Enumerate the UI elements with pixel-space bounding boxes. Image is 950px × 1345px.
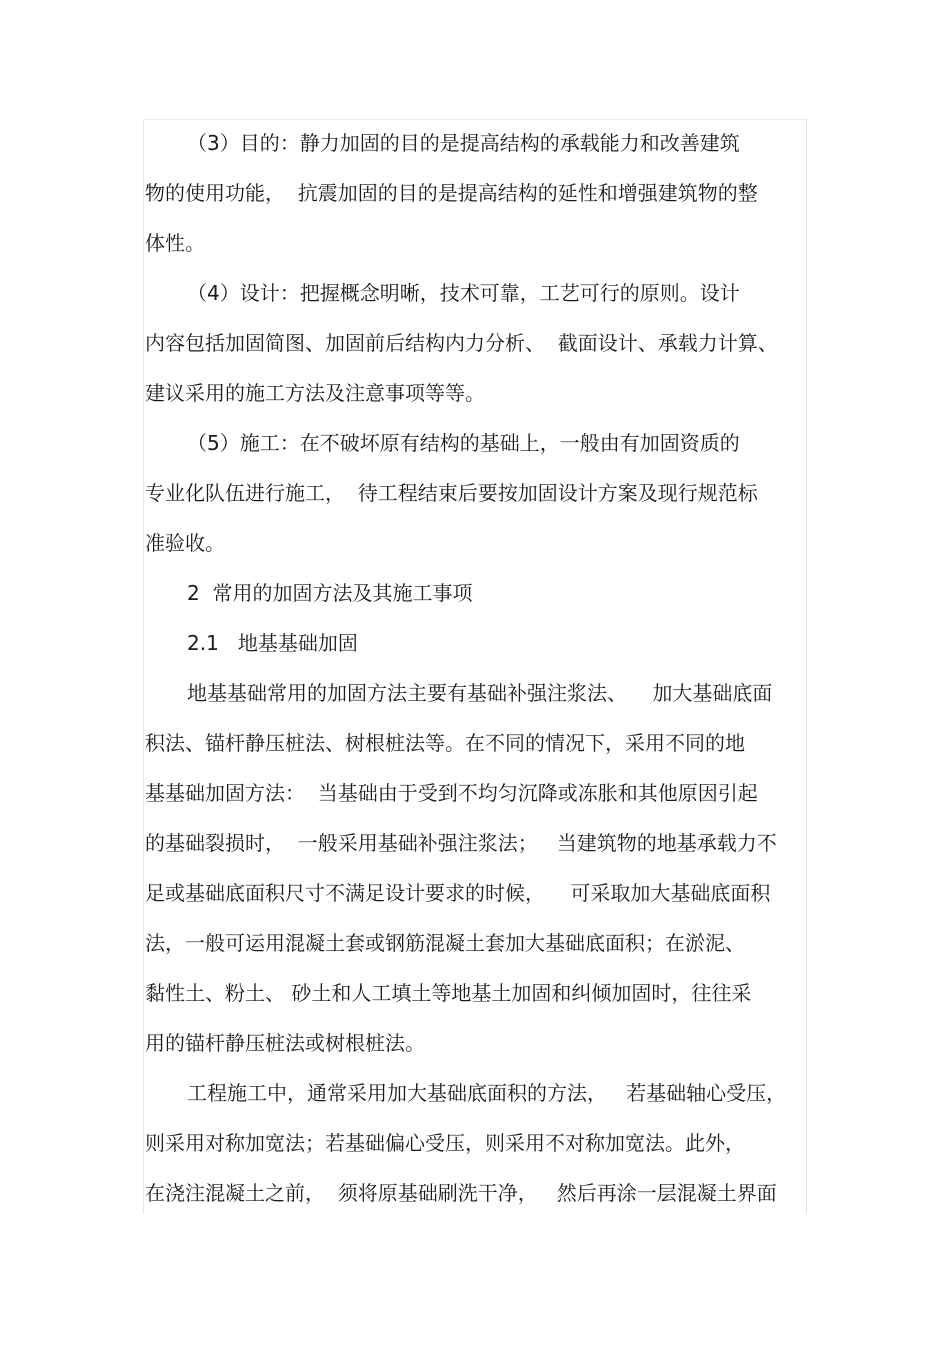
text-line: （4）设计：把握概念明晰，技术可靠，工艺可行的原则。设计 xyxy=(187,281,740,305)
text-line: （5）施工：在不破坏原有结构的基础上，一般由有加固资质的 xyxy=(187,431,740,455)
text-line: 专业化队伍进行施工， 待工程结束后要按加固设计方案及现行规范标 xyxy=(145,481,758,505)
text-line: 地基基础常用的加固方法主要有基础补强注浆法、 加大基础底面 xyxy=(187,681,773,705)
text-line: 法，一般可运用混凝土套或钢筋混凝土套加大基础底面积；在淤泥、 xyxy=(145,931,745,955)
text-line: 黏性土、粉土、 砂土和人工填土等地基土加固和纠倾加固时，往往采 xyxy=(145,981,752,1005)
text-line: 的基础裂损时， 一般采用基础补强注浆法； 当建筑物的地基承载力不 xyxy=(145,831,777,855)
text-line: 物的使用功能， 抗震加固的目的是提高结构的延性和增强建筑物的整 xyxy=(145,181,758,205)
text-line: 基基础加固方法： 当基础由于受到不均匀沉降或冻胀和其他原因引起 xyxy=(145,781,758,805)
text-line: 内容包括加固简图、加固前后结构内力分析、 截面设计、承载力计算、 xyxy=(145,331,778,355)
text-line: 准验收。 xyxy=(145,531,225,555)
text-line: 则采用对称加宽法；若基础偏心受压，则采用不对称加宽法。此外， xyxy=(145,1131,745,1155)
text-line: 积法、锚杆静压桩法、树根桩法等。在不同的情况下，采用不同的地 xyxy=(145,731,745,755)
text-line: 用的锚杆静压桩法或树根桩法。 xyxy=(145,1031,425,1055)
subsection-heading: 2.1 地基基础加固 xyxy=(187,631,358,655)
text-line: 足或基础底面积尺寸不满足设计要求的时候， 可采取加大基础底面积 xyxy=(145,881,771,905)
text-line: 在浇注混凝土之前， 须将原基础刷洗干净， 然后再涂一层混凝土界面 xyxy=(145,1181,777,1205)
text-line: 体性。 xyxy=(145,231,205,255)
text-line: （3）目的：静力加固的目的是提高结构的承载能力和改善建筑 xyxy=(187,131,740,155)
text-line: 建议采用的施工方法及注意事项等等。 xyxy=(145,381,485,405)
text-line: 工程施工中，通常采用加大基础底面积的方法， 若基础轴心受压， xyxy=(187,1081,787,1105)
document-body xyxy=(145,124,805,1224)
section-heading: 2 常用的加固方法及其施工事项 xyxy=(187,581,473,605)
